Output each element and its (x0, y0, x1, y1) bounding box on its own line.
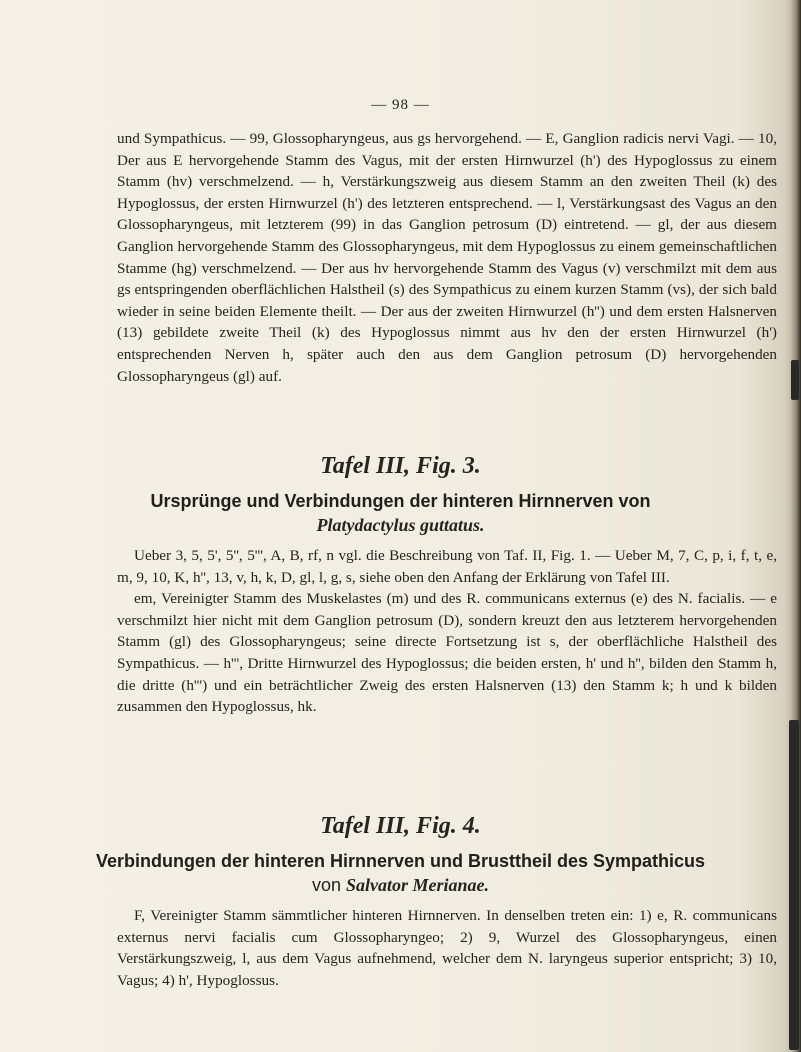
plate-caption-fig3: Tafel III, Fig. 3. (320, 453, 481, 479)
section-heading-fig4: Verbindungen der hinteren Hirnnerven und Brusttheil des Sympathicus (95, 851, 706, 871)
explanation-block-3 (117, 905, 777, 991)
explanation-block-2 (117, 545, 777, 718)
species-name-fig3: Platydactylus guttatus. (316, 515, 485, 535)
species-name-fig4: Salvator Merianae. (346, 875, 490, 895)
plate-caption-fig4: Tafel III, Fig. 4. (320, 813, 481, 839)
paragraph: F, Vereinigter Stamm sämmtlicher hinteren Hirnnerven. In denselben treten ein: 1) e, R. communicans externus nervi facialis cum Glossopharyngeo; 2) 9, Wurzel des Glossopharyngeus, einen Verstärkungszweig, l, aus dem Vagus aufnehmend, welcher dem N. laryngeus superior entspricht; 3) 10, Vagus; 4) h', Hypoglossus. (117, 907, 777, 989)
species-line-fig4 (0, 875, 801, 896)
edge-mark (791, 360, 799, 400)
paragraph: und Sympathicus. — 99, Glossopharyngeus, aus gs hervorgehend. — E, Ganglion radicis nervi Vagi. — 10, Der aus E hervorgehende Stamm des Vagus, mit der ersten Hirnwurzel (h') des Hypoglossus zu einem Stamm (hv) verschmelzend. — h, Verstärkungszweig aus diesem Stamm an den zweiten Theil (k) des Hypoglossus, der ersten Hirnwurzel (h') des letzteren entsprechend. — l, Verstärkungsast des Vagus an den Glossopharyngeus, mit letzterem (99) in das Ganglion petrosum (D) eintretend. — gl, der aus diesem Ganglion hervorgehende Stamm des Glossopharyngeus, mit dem Hypoglossus zu einem gemeinschaftlichen Stamme (hg) verschmelzend. — Der aus hv hervorgehende Stamm des Vagus (v) verschmilzt mit dem aus gs entspringenden oberflächlichen Halstheil (s) des Sympathicus zu einem kurzen Stamm (vs), der sich bald wieder in seine beiden Elemente theilt. — Der aus der zweiten Hirnwurzel (h'') und dem ersten Halsnerven (13) gebildete zweite Theil (k) des Hypoglossus nimmt aus hv den der ersten Hirnwurzel (h') entsprechenden Nerven h, später auch den aus dem Ganglion petrosum (D) hervorgehenden Glossopharyngeus (gl) auf. (117, 130, 777, 385)
species-prefix: von (311, 875, 346, 895)
explanation-block-1 (117, 128, 777, 387)
section-heading-fig3: Ursprünge und Verbindungen der hinteren Hirnnerven von (150, 491, 651, 511)
page-number: — 98 — (371, 97, 430, 113)
paragraph: Ueber 3, 5, 5', 5'', 5''', A, B, rf, n vgl. die Beschreibung von Taf. II, Fig. 1. — Ueber M, 7, C, p, i, f, t, e, m, 9, 10, K, h'', 13, v, h, k, D, gl, l, g, s, siehe oben den Anfang der Erklärung von Tafel III. (117, 547, 777, 586)
paragraph: em, Vereinigter Stamm des Muskelastes (m) und des R. communicans externus (e) des N. facialis. — e verschmilzt hier nicht mit dem Ganglion petrosum (D), sondern kreuzt den aus letzterem hervorgehenden Stamm (gl) des Glossopharyngeus; seine directe Fortsetzung ist s, der oberflächliche Halstheil des Sympathicus. — h''', Dritte Hirnwurzel des Hypoglossus; die beiden ersten, h' und h'', bilden den Stamm h, die dritte (h''') und ein beträchtlicher Zweig des ersten Halsnerven (13) den Stamm k; h und k bilden zusammen den Hypoglossus, hk. (117, 590, 777, 716)
